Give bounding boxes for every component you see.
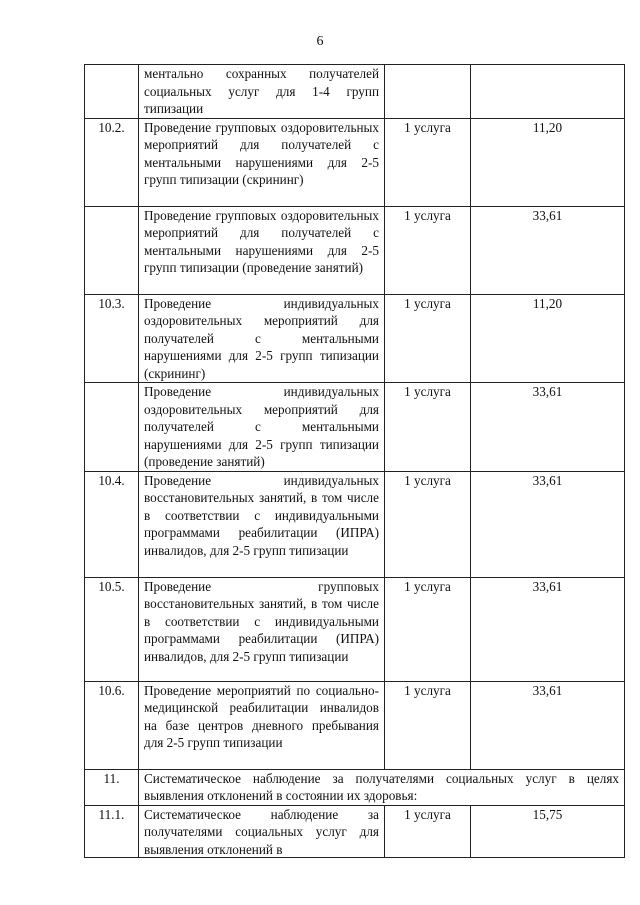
- service-price: 33,61: [471, 577, 625, 681]
- service-price: [471, 65, 625, 119]
- row-number: 10.3.: [85, 294, 139, 383]
- service-unit: 1 услуга: [385, 805, 471, 857]
- table-row: [85, 471, 625, 577]
- section-number: 11.: [85, 769, 139, 805]
- service-name: Проведение групповых восстановительных занятий, в том числе в соответствии с индивидуальными программами реабилитации (ИПРА) инвалидов, для 2-5 групп типизации: [139, 577, 385, 681]
- table-row: [85, 118, 625, 206]
- table-row: [85, 681, 625, 769]
- service-price: 11,20: [471, 118, 625, 206]
- service-name: Проведение индивидуальных оздоровительных мероприятий для получателей с ментальными нарушениями для 2-5 групп типизации (скрининг): [139, 294, 385, 383]
- row-number: 10.2.: [85, 118, 139, 206]
- section-title: Систематическое наблюдение за получателями социальных услуг в целях выявления отклонений в состоянии их здоровья:: [139, 769, 625, 805]
- service-price: 33,61: [471, 471, 625, 577]
- row-number: 10.4.: [85, 471, 139, 577]
- service-name: Проведение индивидуальных оздоровительных мероприятий для получателей с ментальными нарушениями для 2-5 групп типизации (проведение занятий): [139, 383, 385, 472]
- service-unit: 1 услуга: [385, 206, 471, 294]
- service-price: 33,61: [471, 383, 625, 472]
- service-price: 11,20: [471, 294, 625, 383]
- service-name-text: Систематическое наблюдение за получателями социальных услуг для выявления отклонений в: [144, 806, 379, 857]
- row-number: 10.6.: [85, 681, 139, 769]
- tariff-table: [84, 64, 625, 858]
- table-row: [85, 65, 625, 119]
- page-number: 6: [316, 34, 324, 49]
- service-name: Проведение мероприятий по социально-медицинской реабилитации инвалидов на базе центров дневного пребывания для 2-5 групп типизации: [139, 681, 385, 769]
- service-name: [139, 805, 385, 857]
- table-row: [85, 805, 625, 857]
- service-unit: 1 услуга: [385, 383, 471, 472]
- service-unit: 1 услуга: [385, 118, 471, 206]
- row-number: [85, 65, 139, 119]
- service-unit: [385, 65, 471, 119]
- section-row: [85, 769, 625, 805]
- table-row: [85, 383, 625, 472]
- table-row: [85, 206, 625, 294]
- service-price: 33,61: [471, 206, 625, 294]
- service-unit: 1 услуга: [385, 294, 471, 383]
- service-price: 33,61: [471, 681, 625, 769]
- service-unit: 1 услуга: [385, 577, 471, 681]
- row-number: [85, 383, 139, 472]
- table-row: [85, 577, 625, 681]
- service-unit: 1 услуга: [385, 681, 471, 769]
- service-unit: 1 услуга: [385, 471, 471, 577]
- service-name: Проведение групповых оздоровительных мероприятий для получателей с ментальными нарушениями для 2-5 групп типизации (проведение занятий): [139, 206, 385, 294]
- service-name: Проведение групповых оздоровительных мероприятий для получателей с ментальными нарушениями для 2-5 групп типизации (скрининг): [139, 118, 385, 206]
- service-price: 15,75: [471, 805, 625, 857]
- service-name: Проведение индивидуальных восстановительных занятий, в том числе в соответствии с индивидуальными программами реабилитации (ИПРА) инвалидов, для 2-5 групп типизации: [139, 471, 385, 577]
- service-name: ментально сохранных получателей социальных услуг для 1-4 групп типизации: [139, 65, 385, 119]
- row-number: 10.5.: [85, 577, 139, 681]
- row-number: 11.1.: [85, 805, 139, 857]
- table-row: [85, 294, 625, 383]
- row-number: [85, 206, 139, 294]
